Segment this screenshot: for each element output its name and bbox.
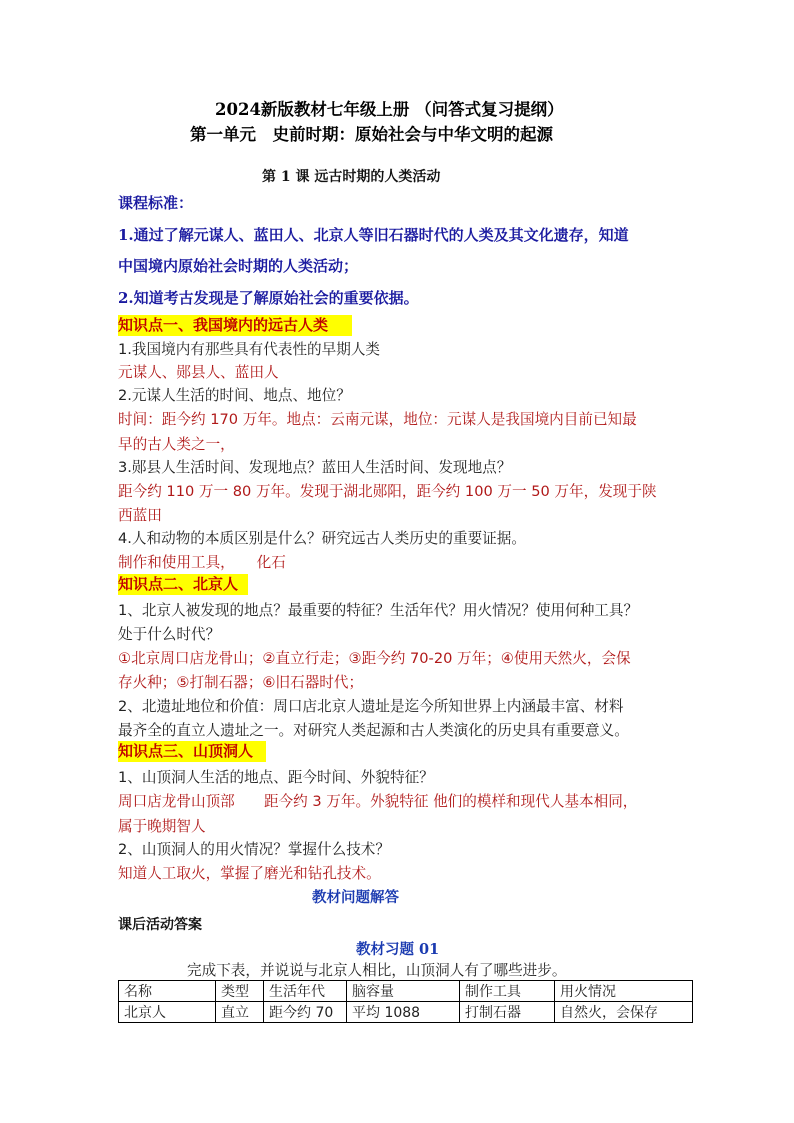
kp3-question-2: 2、山顶洞人的用火情况？掌握什么技术？ [118, 841, 390, 858]
exercise-table [118, 980, 693, 1023]
kp2-question-1-cont: 处于什么时代？ [118, 626, 221, 643]
kp1-answer-1: 元谋人、郧县人、蓝田人 [118, 364, 279, 381]
kp1-answer-2-cont: 早的古人类之一， [118, 436, 235, 453]
table-header-cell: 名称 [119, 981, 216, 1002]
standards-item-1: 1.通过了解元谋人、蓝田人、北京人等旧石器时代的人类及其文化遗存，知道 [118, 226, 629, 244]
kp1-question-3: 3.郧县人生活时间、发现地点？蓝田人生活时间、发现地点？ [118, 459, 512, 476]
table-cell: 北京人 [119, 1002, 216, 1023]
table-cell: 自然火，会保存 [555, 1002, 693, 1023]
kp3-question-1: 1、山顶洞人生活的地点、距今时间、外貌特征？ [118, 769, 434, 786]
document-title: 2024新版教材七年级上册 （问答式复习提纲） [215, 100, 564, 119]
table-cell: 平均 1088 [347, 1002, 460, 1023]
kp1-heading: 知识点一、我国境内的远古人类 [118, 315, 352, 336]
kp1-question-1: 1.我国境内有那些具有代表性的早期人类 [118, 341, 381, 358]
kp3-heading: 知识点三、山顶洞人 [118, 741, 266, 762]
standards-heading: 课程标准： [118, 194, 194, 212]
table-header-cell: 生活年代 [264, 981, 347, 1002]
kp1-answer-4: 制作和使用工具， 化石 [118, 554, 286, 571]
kp1-answer-3-cont: 西蓝田 [118, 507, 162, 524]
standards-item-2: 2.知道考古发现是了解原始社会的重要依据。 [118, 289, 419, 307]
table-row [119, 1002, 693, 1023]
kp3-answer-1-cont: 属于晚期智人 [118, 818, 206, 835]
kp1-answer-2: 时间：距今约 170 万年。地点：云南元谋，地位：元谋人是我国境内目前已知最 [118, 411, 637, 428]
table-cell: 打制石器 [460, 1002, 555, 1023]
kp2-heading: 知识点二、北京人 [118, 574, 248, 595]
table-header-cell: 用火情况 [555, 981, 693, 1002]
standards-item-1-cont: 中国境内原始社会时期的人类活动； [118, 257, 359, 275]
kp2-question-2-cont: 最齐全的直立人遗址之一。对研究人类起源和古人类演化的历史具有重要意义。 [118, 722, 629, 739]
kp1-question-4: 4.人和动物的本质区别是什么？研究远古人类历史的重要证据。 [118, 530, 526, 547]
exercise-title: 教材习题 01 [356, 941, 440, 958]
lesson-title: 第 1 课 远古时期的人类活动 [262, 169, 441, 185]
kp2-answer-1-cont: 存火种；⑤打制石器；⑥旧石器时代； [118, 674, 364, 691]
table-header-cell: 制作工具 [460, 981, 555, 1002]
table-cell: 距今约 70 [264, 1002, 347, 1023]
kp2-answer-1: ①北京周口店龙骨山；②直立行走；③距今约 70-20 万年；④使用天然火，会保 [118, 650, 631, 667]
table-header-cell: 类型 [216, 981, 264, 1002]
kp2-question-2: 2、北遗址地位和价值：周口店北京人遗址是迄今所知世界上内涵最丰富、材料 [118, 698, 624, 715]
table-cell: 直立 [216, 1002, 264, 1023]
kp1-answer-3: 距今约 110 万一 80 万年。发现于湖北郧阳，距今约 100 万一 50 万年，发现于陕 [118, 483, 657, 500]
table-header-cell: 脑容量 [347, 981, 460, 1002]
exercise-prompt: 完成下表，并说说与北京人相比，山顶洞人有了哪些进步。 [187, 962, 567, 979]
kp2-question-1: 1、北京人被发现的地点？最重要的特征？生活年代？用火情况？使用何种工具？ [118, 602, 639, 619]
table-header-row [119, 981, 693, 1002]
kp3-answer-1: 周口店龙骨山顶部 距今约 3 万年。外貌特征 他们的模样和现代人基本相同， [118, 793, 638, 810]
section-heading: 教材问题解答 [312, 889, 399, 906]
unit-title: 第一单元 史前时期：原始社会与中华文明的起源 [190, 125, 553, 144]
kp1-question-2: 2.元谋人生活的时间、地点、地位？ [118, 387, 351, 404]
kp3-answer-2: 知道人工取火，掌握了磨光和钻孔技术。 [118, 865, 381, 882]
section-subheading: 课后活动答案 [118, 917, 202, 933]
